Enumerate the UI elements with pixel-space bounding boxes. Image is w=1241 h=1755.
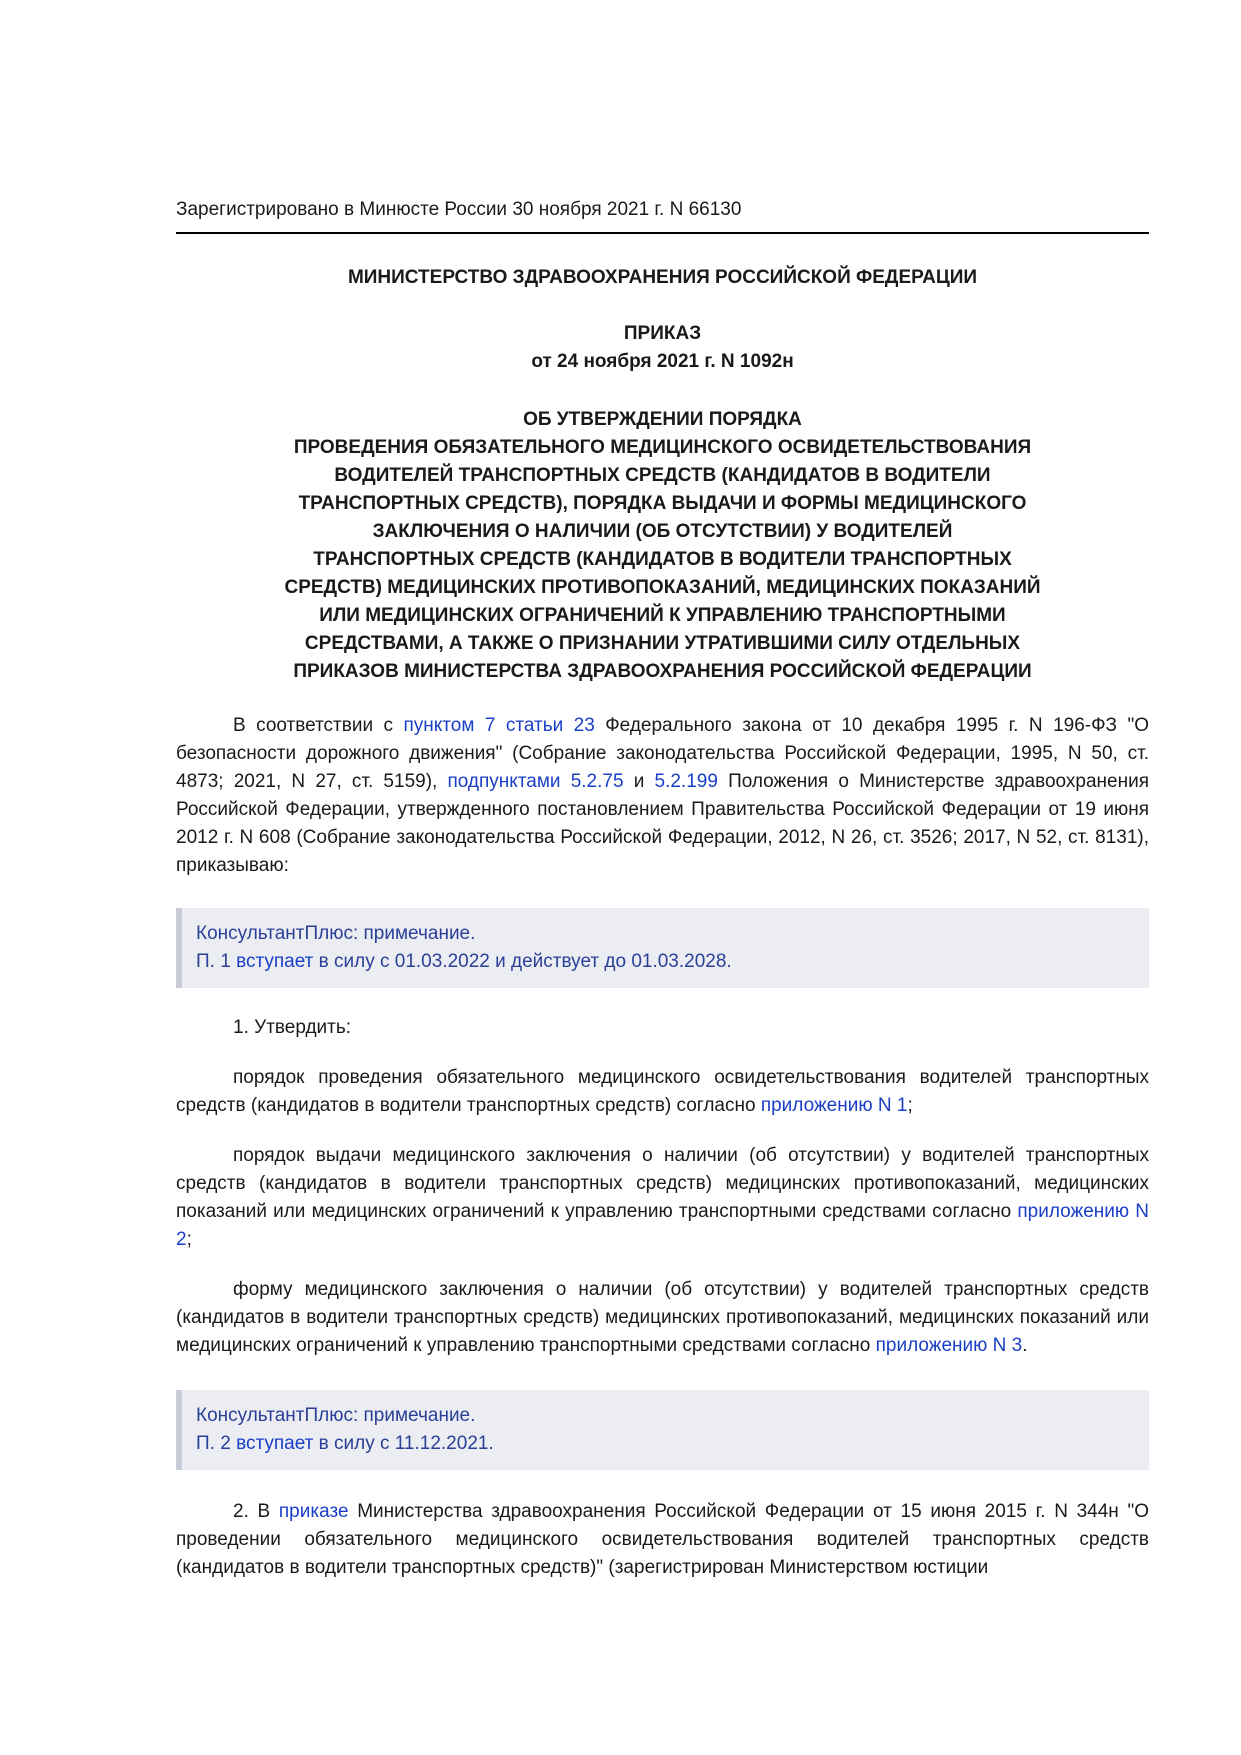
subject-line: ИЛИ МЕДИЦИНСКИХ ОГРАНИЧЕНИЙ К УПРАВЛЕНИЮ ТРАНСПОРТНЫМИ: [319, 605, 1006, 626]
note-title: КонсультантПлюс: примечание.: [196, 923, 476, 944]
note-text: П. 2 вступает в силу с 11.12.2021.: [196, 1433, 494, 1454]
ministry-title: МИНИСТЕРСТВО ЗДРАВООХРАНЕНИЯ РОССИЙСКОЙ ФЕДЕРАЦИИ: [347, 267, 978, 288]
subject-line: СРЕДСТВАМИ, А ТАКЖЕ О ПРИЗНАНИИ УТРАТИВШИМИ СИЛУ ОТДЕЛЬНЫХ: [304, 633, 1021, 654]
subpoint-5-2-75-link[interactable]: подпунктами 5.2.75: [447, 771, 624, 792]
consultant-note-1: [176, 908, 1149, 988]
subject-line: ОБ УТВЕРЖДЕНИИ ПОРЯДКА: [523, 409, 802, 430]
law-article-link[interactable]: пунктом 7 статьи 23: [403, 715, 595, 736]
appendix-2-link[interactable]: приложению N 2: [176, 1201, 1149, 1250]
header-divider: [176, 232, 1149, 234]
subject-line: ТРАНСПОРТНЫХ СРЕДСТВ (КАНДИДАТОВ В ВОДИТЕЛИ ТРАНСПОРТНЫХ: [313, 549, 1012, 570]
subject-line: ВОДИТЕЛЕЙ ТРАНСПОРТНЫХ СРЕДСТВ (КАНДИДАТОВ В ВОДИТЕЛИ: [334, 465, 991, 486]
effective-date-link[interactable]: вступает: [236, 951, 314, 972]
order-subject: [176, 406, 1149, 686]
intro-paragraph: В соответствии с пунктом 7 статьи 23 Федерального закона от 10 декабря 1995 г. N 196-ФЗ "О безопасности дорожного движения" (Собрание законодательства Российской Федерации, 1995, N 50, ст. 4873; 2021, N 27, ст. 5159), подпунктами 5.2.75 и 5.2.199 Положения о Министерстве здравоохранения Российской Федерации, утвержденного постановлением Правительства Российской Федерации от 19 июня 2012 г. N 608 (Собрание законодательства Российской Федерации, 2012, N 26, ст. 3526; 2017, N 52, ст. 8131), приказываю:: [176, 715, 1149, 876]
item-1-point-a: порядок проведения обязательного медицинского освидетельствования водителей транспортных средств (кандидатов в водители транспортных средств) согласно приложению N 1;: [176, 1067, 1149, 1116]
order-block: [176, 320, 1149, 376]
appendix-1-link[interactable]: приложению N 1: [760, 1095, 908, 1116]
effective-date-link[interactable]: вступает: [236, 1433, 314, 1454]
subject-line: ЗАКЛЮЧЕНИЯ О НАЛИЧИИ (ОБ ОТСУТСТВИИ) У ВОДИТЕЛЕЙ: [372, 521, 953, 542]
subject-line: ТРАНСПОРТНЫХ СРЕДСТВ), ПОРЯДКА ВЫДАЧИ И ФОРМЫ МЕДИЦИНСКОГО: [298, 493, 1027, 514]
document-page: [176, 196, 1149, 1582]
item-1-point-c: форму медицинского заключения о наличии (об отсутствии) у водителей транспортных средств (кандидатов в водители транспортных средств) медицинских противопоказаний, медицинских показаний или медицинских ограничений к управлению транспортными средствами согласно приложению N 3.: [176, 1279, 1149, 1356]
appendix-3-link[interactable]: приложению N 3: [875, 1335, 1023, 1356]
subject-line: ПРОВЕДЕНИЯ ОБЯЗАТЕЛЬНОГО МЕДИЦИНСКОГО ОСВИДЕТЕЛЬСТВОВАНИЯ: [293, 437, 1032, 458]
registration-line: Зарегистрировано в Минюсте России 30 ноября 2021 г. N 66130: [176, 199, 742, 220]
consultant-note-2: [176, 1390, 1149, 1470]
order-344n-link[interactable]: приказе: [278, 1501, 349, 1522]
note-title: КонсультантПлюс: примечание.: [196, 1405, 476, 1426]
subject-line: СРЕДСТВ) МЕДИЦИНСКИХ ПРОТИВОПОКАЗАНИЙ, МЕДИЦИНСКИХ ПОКАЗАНИЙ: [284, 577, 1041, 598]
subject-line: ПРИКАЗОВ МИНИСТЕРСТВА ЗДРАВООХРАНЕНИЯ РОССИЙСКОЙ ФЕДЕРАЦИИ: [293, 661, 1032, 682]
doc-type: ПРИКАЗ: [623, 323, 702, 344]
note-text: П. 1 вступает в силу с 01.03.2022 и действует до 01.03.2028.: [196, 951, 732, 972]
item-1-heading: 1. Утвердить:: [233, 1017, 352, 1038]
item-2-paragraph: 2. В приказе Министерства здравоохранения Российской Федерации от 15 июня 2015 г. N 344н "О проведении обязательного медицинского освидетельствования водителей транспортных средств (кандидатов в водители транспортных средств)" (зарегистрирован Министерством юстиции: [176, 1501, 1149, 1578]
doc-number: от 24 ноября 2021 г. N 1092н: [531, 351, 794, 372]
item-1-point-b: порядок выдачи медицинского заключения о наличии (об отсутствии) у водителей транспортных средств (кандидатов в водители транспортных средств) медицинских противопоказаний, медицинских показаний или медицинских ограничений к управлению транспортными средствами согласно приложению N 2;: [176, 1145, 1149, 1250]
subpoint-5-2-199-link[interactable]: 5.2.199: [654, 771, 718, 792]
